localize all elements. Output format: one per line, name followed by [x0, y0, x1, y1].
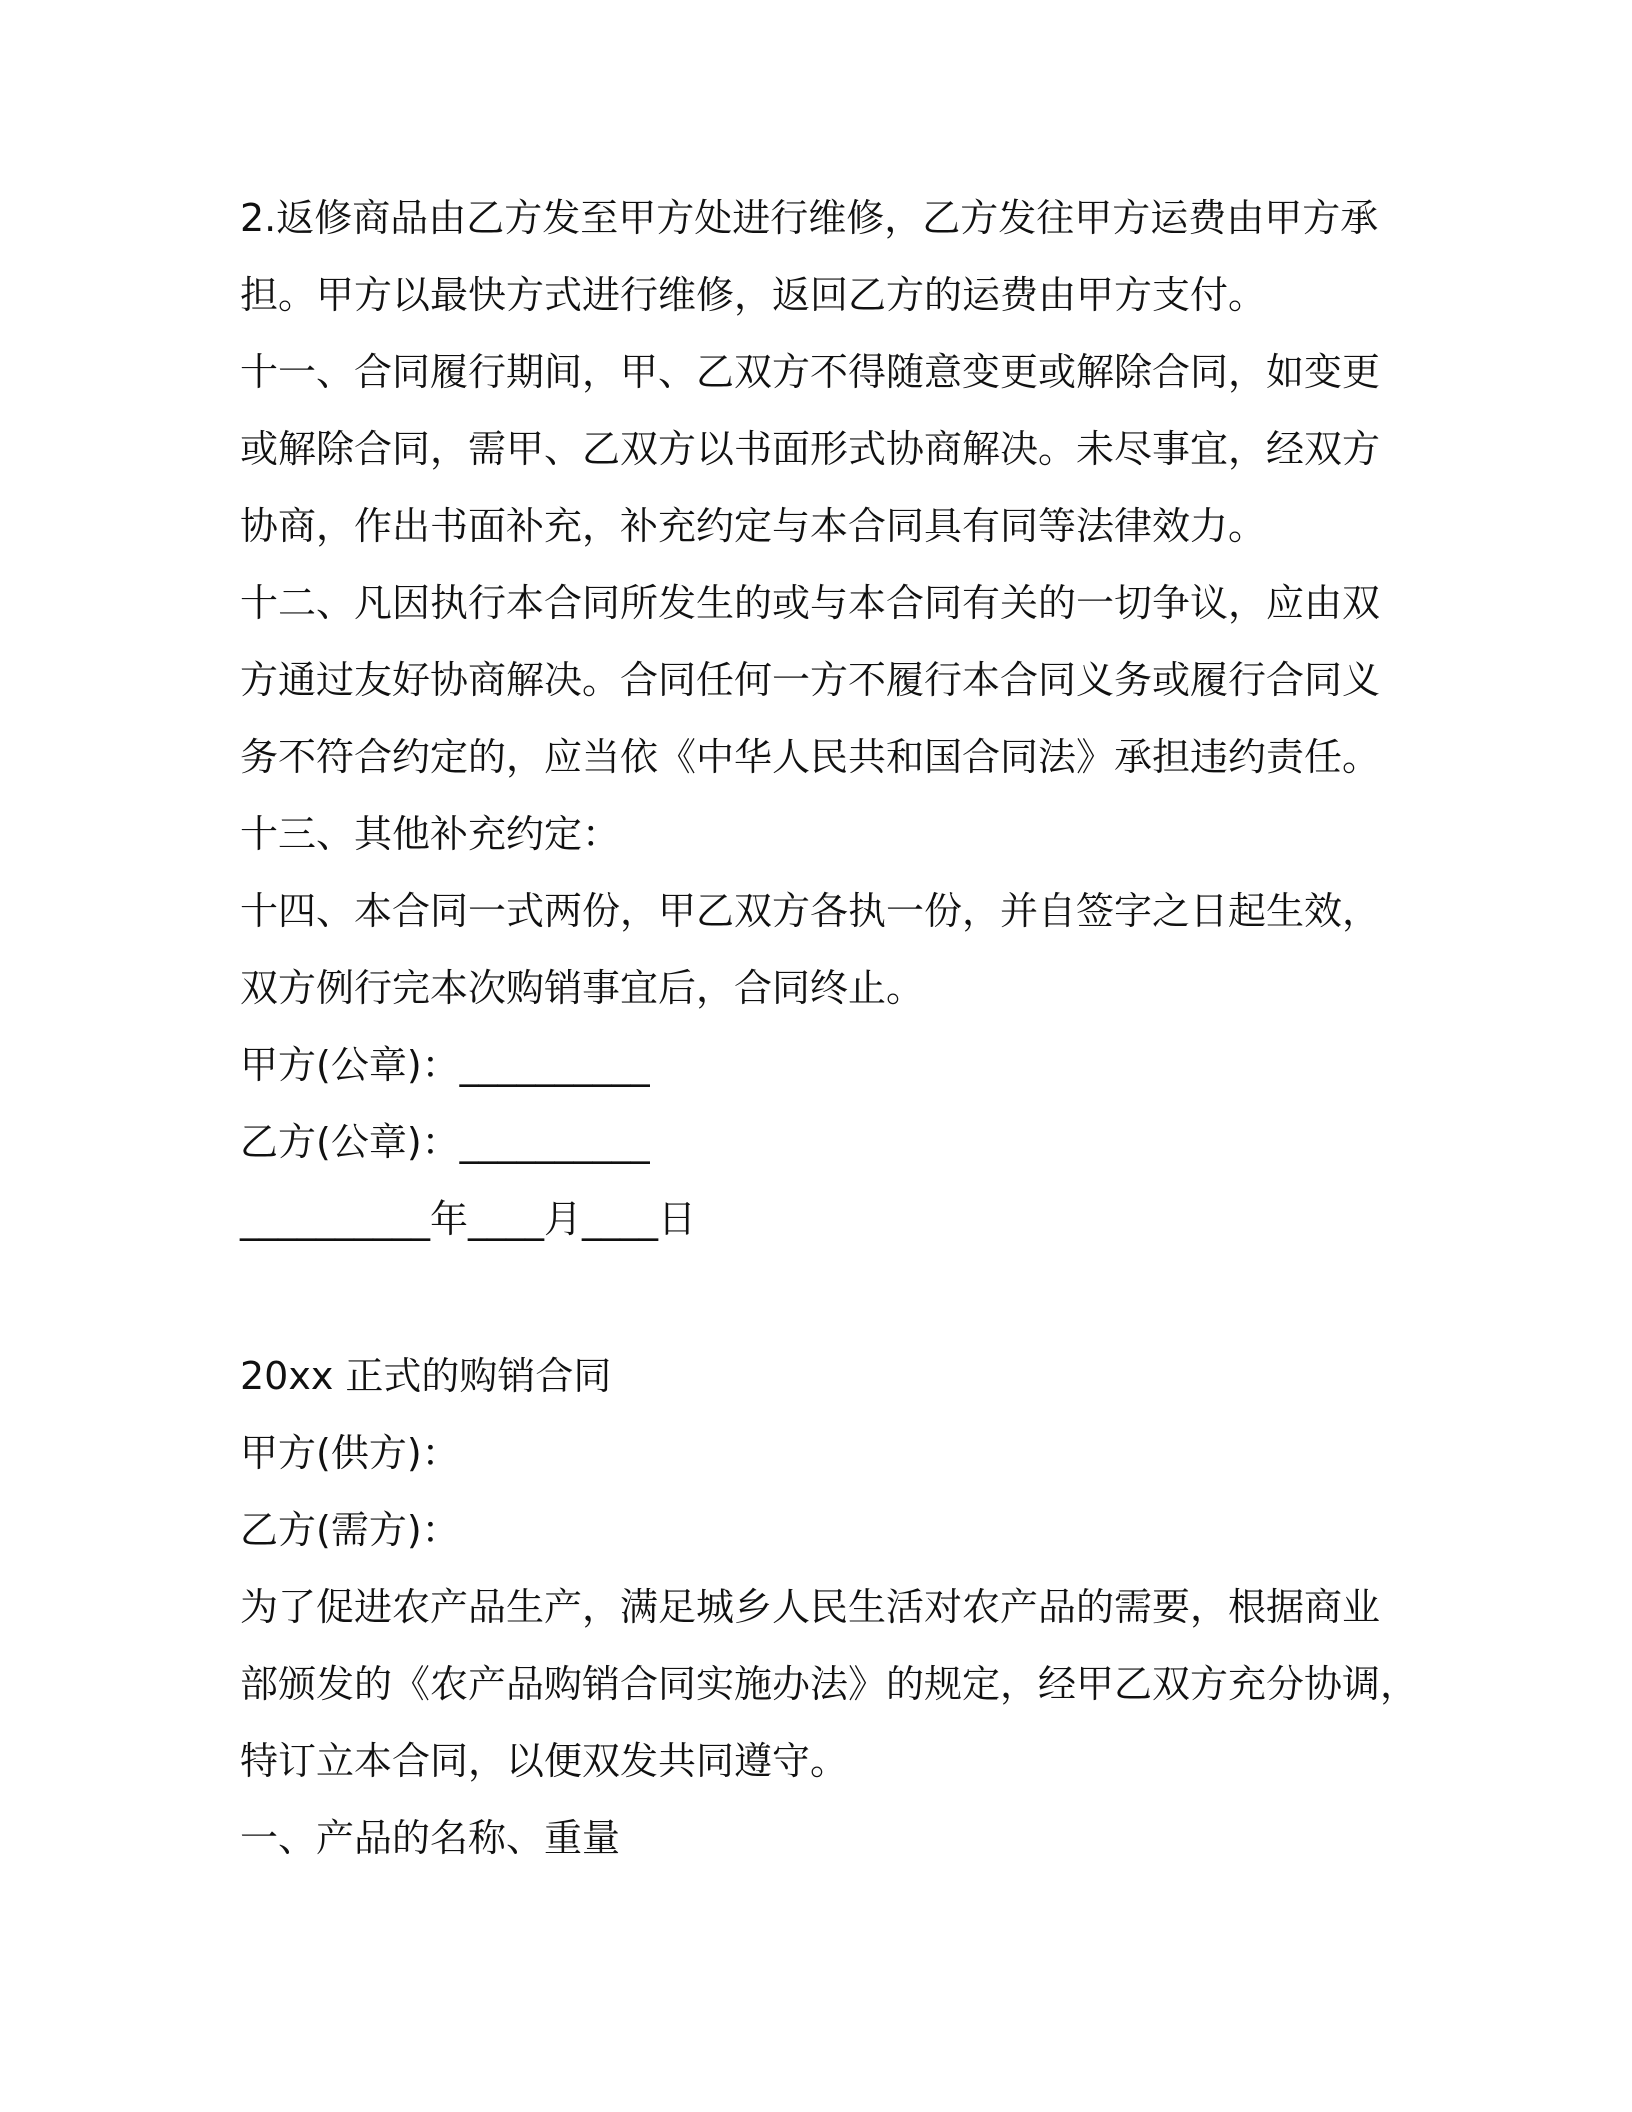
contract-title: 20xx 正式的购销合同 — [240, 1354, 612, 1398]
second-contract — [240, 1338, 1419, 1877]
text-line: 协商，作出书面补充，补充约定与本合同具有同等法律效力。 — [240, 504, 1267, 548]
section-heading: 一、产品的名称、重量 — [240, 1816, 621, 1860]
text-line: 务不符合约定的，应当依《中华人民共和国合同法》承担违约责任。 — [240, 735, 1381, 779]
party-b-label: 乙方(需方)： — [240, 1508, 460, 1552]
party-a-seal-line: 甲方(公章)：__________ — [240, 1043, 650, 1087]
text-line: 十一、合同履行期间，甲、乙双方不得随意变更或解除合同，如变更 — [240, 350, 1381, 394]
text-line: 特订立本合同，以便双发共同遵守。 — [240, 1739, 849, 1783]
text-line: 十二、凡因执行本合同所发生的或与本合同有关的一切争议，应由双 — [240, 581, 1381, 625]
text-line: 十四、本合同一式两份，甲乙双方各执一份，并自签字之日起生效， — [240, 889, 1381, 933]
party-b-seal-line: 乙方(公章)：__________ — [240, 1120, 650, 1164]
text-line: 十三、其他补充约定： — [240, 812, 621, 856]
text-line: 担。甲方以最快方式进行维修，返回乙方的运费由甲方支付。 — [240, 273, 1267, 317]
party-a-label: 甲方(供方)： — [240, 1431, 460, 1475]
text-line: 部颁发的《农产品购销合同实施办法》的规定，经甲乙双方充分协调， — [240, 1662, 1419, 1706]
date-line: __________年____月____日 — [240, 1197, 697, 1241]
contract-continuation — [240, 180, 1410, 1258]
text-line: 2.返修商品由乙方发至甲方处进行维修，乙方发往甲方运费由甲方承 — [240, 196, 1379, 240]
text-line: 或解除合同，需甲、乙双方以书面形式协商解决。未尽事宜，经双方 — [240, 427, 1381, 471]
text-line: 为了促进农产品生产，满足城乡人民生活对农产品的需要，根据商业 — [240, 1585, 1381, 1629]
text-line: 双方例行完本次购销事宜后，合同终止。 — [240, 966, 925, 1010]
text-line: 方通过友好协商解决。合同任何一方不履行本合同义务或履行合同义 — [240, 658, 1381, 702]
